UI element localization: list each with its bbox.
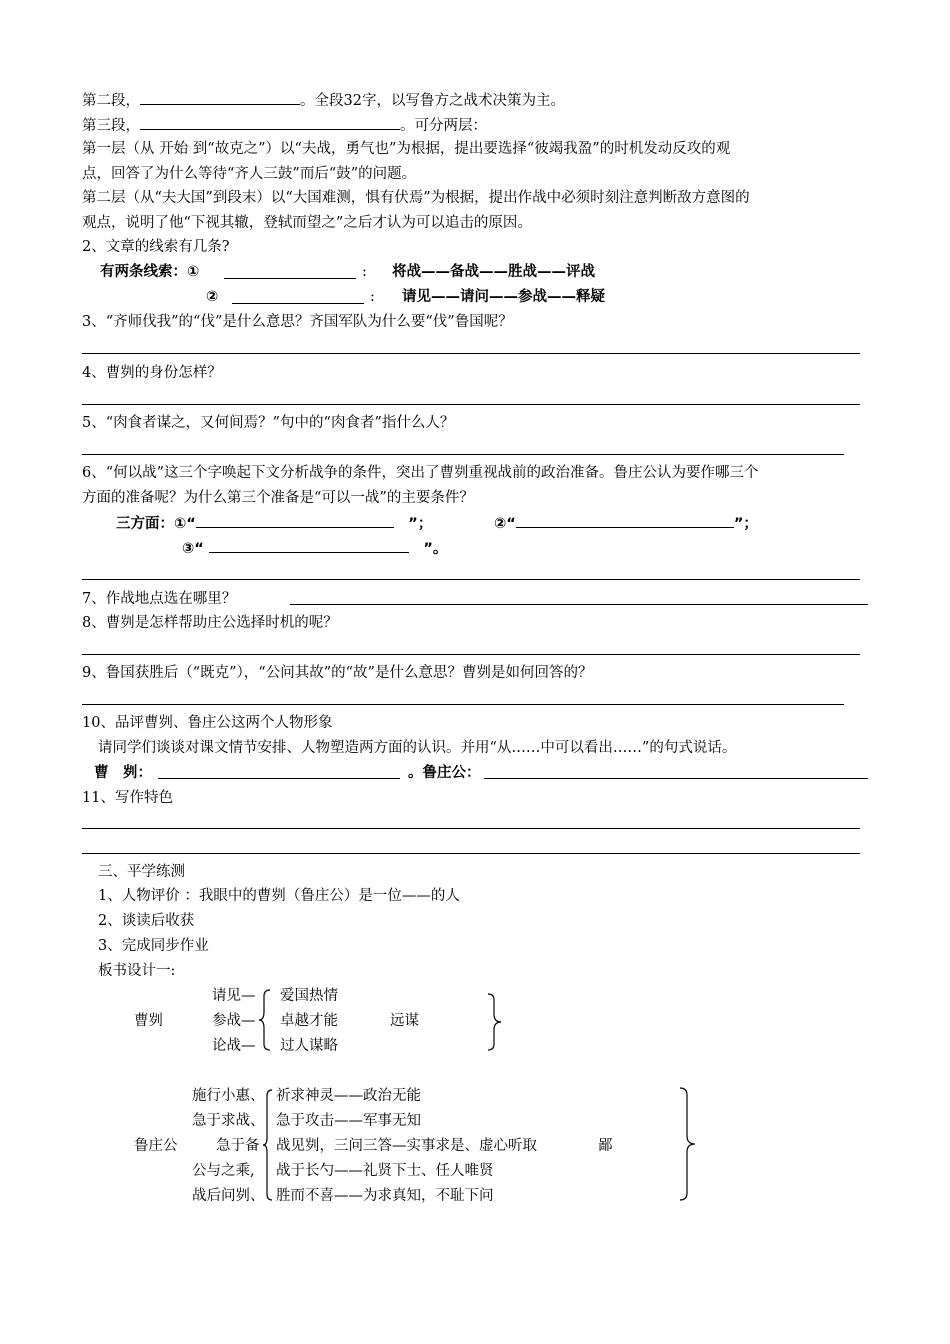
board-caogui-action: 请见—	[212, 988, 256, 1004]
q2-clue2-sep: :	[370, 289, 375, 305]
luzhuanggong-right-brace-icon	[678, 1086, 698, 1202]
para2-blank[interactable]	[140, 90, 300, 105]
para3-suffix: 。可分两层：	[400, 118, 487, 134]
para2	[82, 90, 565, 111]
q6-line2: 方面的准备呢？为什么第三个准备是“可以一战”的主要条件？	[82, 490, 474, 506]
board-title: 板书设计一:	[98, 963, 176, 979]
q6-aspect3-blank[interactable]	[209, 538, 409, 553]
q11: 11、写作特色	[82, 790, 173, 806]
board-caogui-action: 论战—	[212, 1038, 256, 1054]
q11-answer-line-2[interactable]	[82, 853, 860, 854]
board-lzg-left: 急于备	[216, 1138, 260, 1154]
board-caogui-summary: 远谋	[390, 1013, 419, 1029]
board-lzg-right: 祈求神灵——政治无能	[276, 1088, 421, 1104]
q6-aspect3-num: ③	[182, 541, 195, 557]
board-lzg-left: 战后问刿、	[192, 1188, 265, 1204]
q6-aspect2-blank[interactable]	[516, 513, 734, 528]
q3-answer-line[interactable]	[82, 353, 860, 354]
board-caogui-action: 参战—	[212, 1013, 256, 1029]
board-lzg-left: 急于求战、	[192, 1113, 265, 1129]
board-caogui-trait: 卓越才能	[280, 1013, 338, 1029]
board-caogui-trait: 爱国热情	[280, 988, 338, 1004]
q5: 5、“肉食者谋之，又何间焉？”句中的“肉食者”指什么人？	[82, 415, 455, 431]
q9-answer-line[interactable]	[82, 704, 844, 705]
board-caogui-name: 曹刿	[134, 1013, 163, 1029]
board-caogui-trait: 过人谋略	[280, 1038, 338, 1054]
q5-answer-line[interactable]	[82, 454, 844, 455]
para3	[82, 115, 487, 136]
q6-answer-line[interactable]	[82, 579, 860, 580]
q6-aspect2: ②“ ”；	[494, 513, 758, 534]
q6-aspect2-num: ②	[494, 516, 507, 532]
layer1-line1: 第一层（从 开始 到“故克之”）以“夫战，勇气也”为根据，提出要选择“彼竭我盈”的时机发动反攻的观	[82, 141, 731, 157]
q7-answer-line[interactable]	[290, 604, 868, 605]
board-lzg-right: 战于长勺——礼贤下士、任人唯贤	[276, 1163, 494, 1179]
q8-answer-line[interactable]	[82, 654, 860, 655]
q6-line1: 6、“何以战”这三个字唤起下文分析战争的条件，突出了曹刿重视战前的政治准备。鲁庄公认为要作哪三个	[82, 465, 759, 481]
layer1-line2: 点，回答了为什么等待“齐人三鼓”而后“鼓”的问题。	[82, 166, 417, 182]
q6-aspect3: ③“ ”。	[182, 538, 447, 559]
q6-aspects-label-text: 三方面：①	[116, 516, 187, 532]
q2-clue2: 请见——请问——参战——释疑	[402, 289, 605, 305]
q2: 2、文章的线索有几条?	[82, 239, 230, 255]
q6-aspects-label: 三方面：①“ ”；	[116, 513, 432, 534]
para3-blank[interactable]	[140, 115, 400, 130]
q4: 4、曹刿的身份怎样？	[82, 365, 222, 381]
layer2-line2: 观点，说明了他“下视其辙，登轼而望之”之后才认为可以追击的原因。	[82, 215, 532, 231]
practice-heading: 三、平学练测	[98, 864, 185, 880]
q10-instruction: 请同学们谈谈对课文情节安排、人物塑造两方面的认识。并用“从……中可以看出……”的句式说话。	[98, 740, 737, 756]
board-lzg-left: 公与之乘,	[192, 1163, 255, 1179]
layer2-line1: 第二层（从“夫大国”到段末）以“大国难测，惧有伏焉”为根据，提出作战中必须时刻注意判断敌方意图的	[82, 190, 750, 206]
q2-clue1: 将战——备战——胜战——评战	[392, 264, 595, 280]
para2-prefix: 第二段，	[82, 93, 140, 109]
board-lzg-right: 战见刿，三问三答—实事求是、虚心听取	[276, 1138, 537, 1154]
board-luzhuanggong-summary: 鄙	[598, 1138, 613, 1154]
q3: 3、“齐师伐我”的“伐”是什么意思？齐国军队为什么要“伐”鲁国呢？	[82, 314, 513, 330]
q11-answer-line-1[interactable]	[82, 828, 860, 829]
q2-clue1-blank[interactable]	[224, 264, 356, 279]
board-lzg-right: 胜而不喜——为求真知，不耻下问	[276, 1188, 494, 1204]
luzhuanggong-left-brace-icon	[262, 1088, 274, 1202]
practice-item2: 2、谈读后收获	[98, 913, 195, 929]
caogui-left-brace-icon	[258, 988, 272, 1052]
caogui-right-brace-icon	[486, 992, 504, 1052]
q2-clue1-sep: :	[362, 264, 367, 280]
board-lzg-left: 施行小惠、	[192, 1088, 265, 1104]
practice-item3: 3、完成同步作业	[98, 938, 209, 954]
q4-answer-line[interactable]	[82, 404, 860, 405]
board-luzhuanggong-name: 鲁庄公	[134, 1138, 178, 1154]
q8: 8、曹刿是怎样帮助庄公选择时机的呢？	[82, 615, 338, 631]
q2-clue2-blank[interactable]	[232, 289, 364, 304]
para3-prefix: 第三段，	[82, 118, 140, 134]
q10-luzhuanggong-line[interactable]	[484, 778, 868, 779]
para2-suffix: 。全段32字，以写鲁方之战术决策为主。	[300, 93, 565, 109]
q7: 7、作战地点选在哪里？	[82, 591, 237, 607]
practice-item1: 1、人物评价 ：我眼中的曹刿（鲁庄公）是一位——的人	[98, 888, 460, 904]
q2-clue-label: 有两条线索：①	[100, 264, 200, 280]
q10-caogui-label: 曹 刿：	[94, 765, 152, 781]
q6-aspect1-blank[interactable]	[196, 513, 394, 528]
board-lzg-right: 急于攻击——军事无知	[276, 1113, 421, 1129]
q10: 10、品评曹刿、鲁庄公这两个人物形象	[82, 715, 333, 731]
q10-luzhuanggong-label: 。鲁庄公：	[408, 765, 481, 781]
q10-caogui-line[interactable]	[158, 778, 400, 779]
q2-clue2-num: ②	[206, 289, 219, 305]
q9: 9、鲁国获胜后（“既克”），“公问其故”的“故”是什么意思？曹刿是如何回答的？	[82, 665, 593, 681]
